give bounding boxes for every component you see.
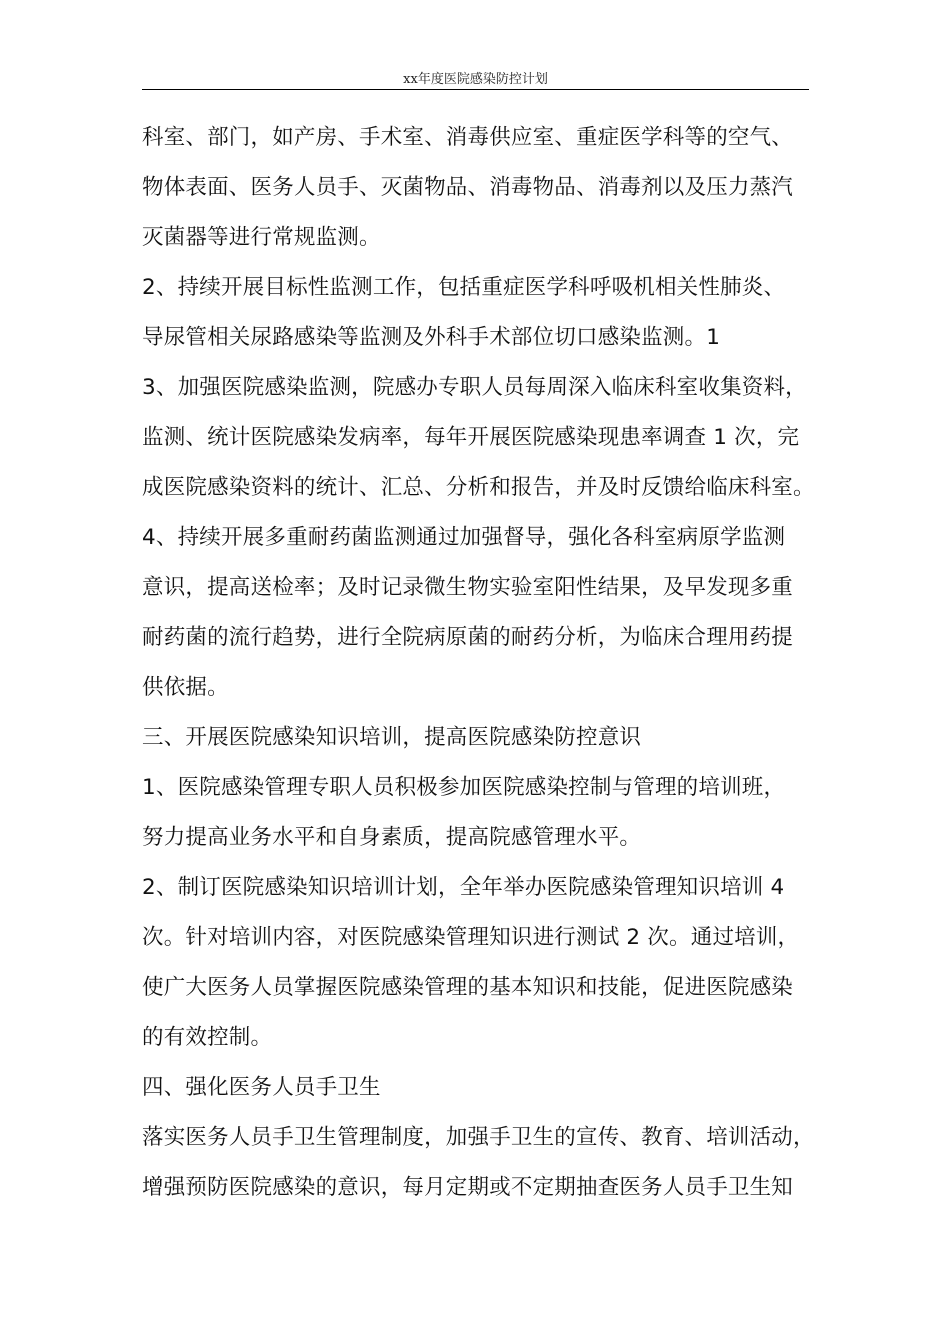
running-header: xx年度医院感染防控计划	[403, 72, 548, 87]
text-line: 努力提高业务水平和自身素质，提高院感管理水平。	[142, 825, 642, 850]
text-line: 监测、统计医院感染发病率，每年开展医院感染现患率调查 1 次，完	[142, 425, 800, 450]
text-line: 科室、部门，如产房、手术室、消毒供应室、重症医学科等的空气、	[142, 125, 794, 150]
text-line: 的有效控制。	[142, 1025, 273, 1050]
text-line: 物体表面、医务人员手、灭菌物品、消毒物品、消毒剂以及压力蒸汽	[142, 175, 794, 200]
text-line: 落实医务人员手卫生管理制度，加强手卫生的宣传、教育、培训活动，	[142, 1125, 815, 1150]
section-heading: 四、强化医务人员手卫生	[142, 1075, 381, 1100]
text-line: 3、加强医院感染监测，院感办专职人员每周深入临床科室收集资料，	[142, 375, 807, 400]
text-line: 2、制订医院感染知识培训计划，全年举办医院感染管理知识培训 4	[142, 875, 785, 900]
text-line: 成医院感染资料的统计、汇总、分析和报告，并及时反馈给临床科室。	[142, 475, 815, 500]
text-line: 使广大医务人员掌握医院感染管理的基本知识和技能，促进医院感染	[142, 975, 794, 1000]
text-line: 意识，提高送检率；及时记录微生物实验室阳性结果，及早发现多重	[142, 575, 794, 600]
text-line: 2、持续开展目标性监测工作，包括重症医学科呼吸机相关性肺炎、	[142, 275, 786, 300]
text-line: 1、医院感染管理专职人员积极参加医院感染控制与管理的培训班，	[142, 775, 786, 800]
text-line: 增强预防医院感染的意识，每月定期或不定期抽查医务人员手卫生知	[142, 1175, 794, 1200]
text-line: 4、持续开展多重耐药菌监测通过加强督导，强化各科室病原学监测	[142, 525, 786, 550]
text-line: 供依据。	[142, 675, 229, 700]
text-line: 灭菌器等进行常规监测。	[142, 225, 381, 250]
body-text	[142, 113, 815, 1213]
text-line: 次。针对培训内容，对医院感染管理知识进行测试 2 次。通过培训，	[142, 925, 800, 950]
text-line: 导尿管相关尿路感染等监测及外科手术部位切口感染监测。1	[142, 325, 721, 350]
section-heading: 三、开展医院感染知识培训，提高医院感染防控意识	[142, 725, 642, 750]
header-rule	[142, 89, 809, 90]
text-line: 耐药菌的流行趋势，进行全院病原菌的耐药分析，为临床合理用药提	[142, 625, 794, 650]
